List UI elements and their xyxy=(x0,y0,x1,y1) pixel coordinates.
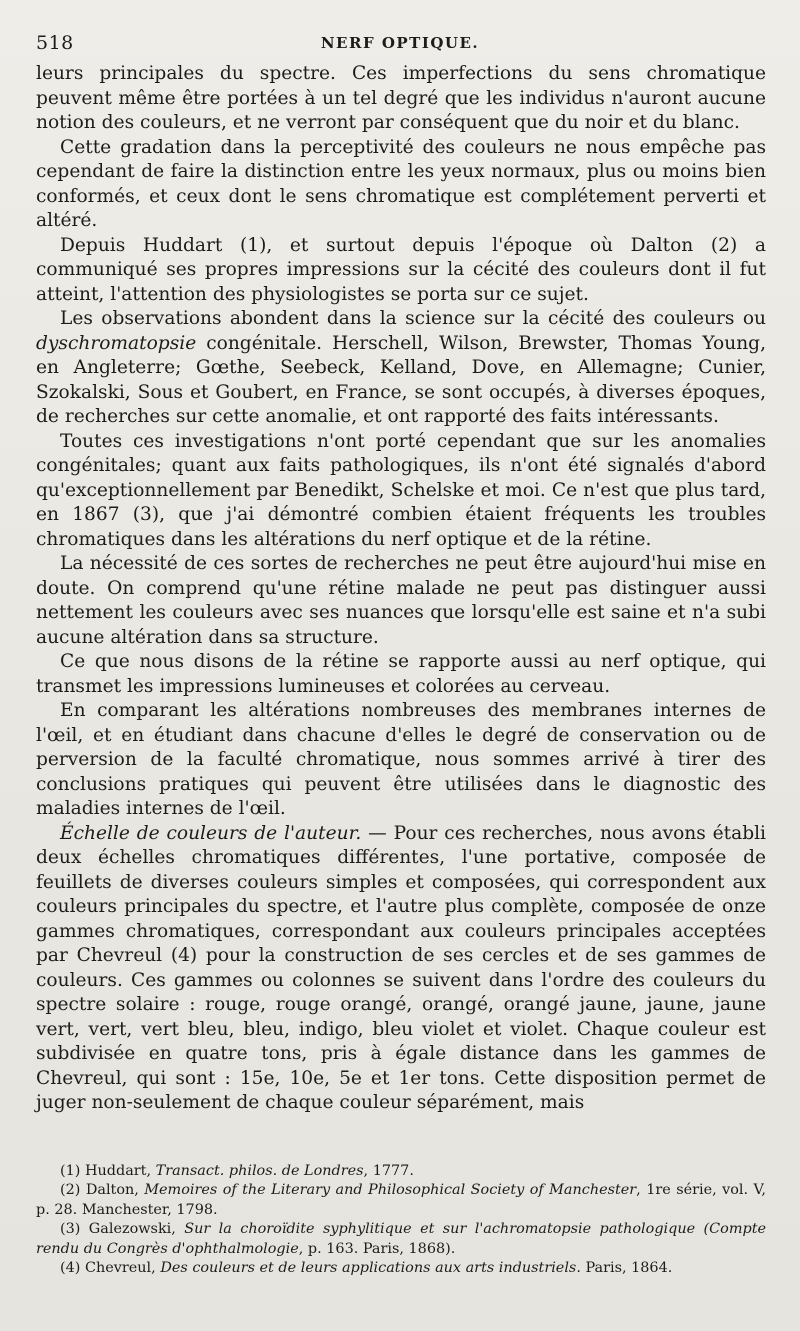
main-text xyxy=(36,62,766,1116)
paragraph-2: Cette gradation dans la perceptivité des couleurs ne nous empêche pas cependant de faire la distinction entre les yeux normaux, plus ou moins bien conformés, et ceux dont le sens chromatique est complétement perverti et altéré. xyxy=(36,136,766,231)
paragraph-9-rest: — Pour ces recherches, nous avons établi deux échelles chromatiques différentes, l'une portative, composée de feuillets de diverses couleurs simples et composées, qui correspondent aux couleurs principales du spectre, et l'autre plus complète, composée de onze gammes chromatiques, correspondant aux couleurs principales acceptées par Chevreul (4) pour la construction de ses cercles et de ses gammes de couleurs. Ces gammes ou colonnes se suivent dans l'ordre des couleurs du spectre solaire : rouge, rouge orangé, orangé, orangé jaune, jaune, jaune vert, vert, vert bleu, bleu, indigo, bleu violet et violet. Chaque couleur est subdivisée en quatre tons, pris à égale distance dans les gammes de Chevreul, qui sont : 15e, 10e, 5e et 1er tons. Cette disposition permet de juger non-seulement de chaque couleur séparément, mais xyxy=(36,822,766,1113)
footnote-3 xyxy=(36,1220,766,1259)
paragraph-1: leurs principales du spectre. Ces imperfections du sens chromatique peuvent même être portées à un tel degré que les individus n'auront aucune notion des couleurs, et ne verront par conséquent que du noir et du blanc. xyxy=(36,63,766,133)
footnote-4 xyxy=(36,1259,766,1278)
footnote-1 xyxy=(36,1162,766,1181)
footnote-4-title: Des couleurs et de leurs applications aux arts industriels xyxy=(160,1260,577,1277)
section-heading-echelle: Échelle de couleurs de l'auteur. xyxy=(60,822,362,844)
paragraph-4-rest: congénitale. Herschell, Wilson, Brewster, Thomas Young, en Angleterre; Gœthe, Seebeck, Kelland, Dove, en Allemagne; Cunier, Szokalski, Sous et Goubert, en France, se sont occupés, à diverses époques, de recherches sur cette anomalie, et ont rapporté des faits intéressants. xyxy=(36,332,766,427)
footnote-2-author: (2) Dalton, xyxy=(60,1182,145,1199)
paragraph-7: Ce que nous disons de la rétine se rapporte aussi au nerf optique, qui transmet les impressions lumineuses et colorées au cerveau. xyxy=(36,651,766,697)
running-head: NERF OPTIQUE. xyxy=(320,34,480,52)
paragraph-8: En comparant les altérations nombreuses des membranes internes de l'œil, et en étudiant dans chacune d'elles le degré de conservation ou de perversion de la faculté chromatique, nous sommes arrivé à tirer des conclusions pratiques qui peuvent être utilisées dans le diagnostic des maladies internes de l'œil. xyxy=(36,700,766,819)
paragraph-3: Depuis Huddart (1), et surtout depuis l'époque où Dalton (2) a communiqué ses propres impressions sur la cécité des couleurs dont il fut atteint, l'attention des physiologistes se porta sur ce sujet. xyxy=(36,234,766,305)
footnote-4-rest: . Paris, 1864. xyxy=(576,1260,673,1277)
paragraph-6: La nécessité de ces sortes de recherches ne peut être aujourd'hui mise en doute. On comprend qu'une rétine malade ne peut pas distinguer aussi nettement les couleurs avec ses nuances que lorsqu'elle est saine et n'a subi aucune altération dans sa structure. xyxy=(36,553,766,648)
footnote-4-author: (4) Chevreul, xyxy=(60,1260,161,1277)
paragraph-4 xyxy=(36,307,766,430)
footnote-1-title: Transact. philos. de Londres xyxy=(155,1163,364,1179)
footnote-3-author: (3) Galezowski, xyxy=(60,1221,185,1238)
paragraph-9 xyxy=(36,822,766,1116)
page-header xyxy=(36,28,764,58)
footnote-3-rest: , p. 163. Paris, 1868). xyxy=(298,1240,456,1257)
footnote-3-title: Sur la choroïdite syphylitique et sur l'achromatopsie pathologique (Compte rendu du Congrès d'ophthalmologie xyxy=(36,1221,766,1257)
paragraph-5: Toutes ces investigations n'ont porté cependant que sur les anomalies congénitales; quant aux faits pathologiques, ils n'ont été signalés d'abord qu'exceptionnellement par Benedikt, Schelske et moi. Ce n'est que plus tard, en 1867 (3), que j'ai démontré combien étaient fréquents les troubles chromatiques dans les altérations du nerf optique et de la rétine. xyxy=(36,430,766,550)
footnote-2-title: Memoires of the Literary and Philosophical Society of Manchester xyxy=(144,1182,637,1199)
footnote-2-rest: , 1re série, vol. V, p. 28. Manchester, 1798. xyxy=(36,1182,766,1218)
footnote-1-author: (1) Huddart, xyxy=(60,1163,156,1179)
paragraph-4-start: Les observations abondent dans la science sur la cécité des couleurs ou xyxy=(60,308,766,329)
footnotes xyxy=(36,1162,766,1278)
page-number: 518 xyxy=(36,32,74,54)
dyschromatopsie-term: dyschromatopsie xyxy=(36,332,197,354)
footnote-2 xyxy=(36,1181,766,1220)
footnote-1-rest: , 1777. xyxy=(363,1163,414,1179)
